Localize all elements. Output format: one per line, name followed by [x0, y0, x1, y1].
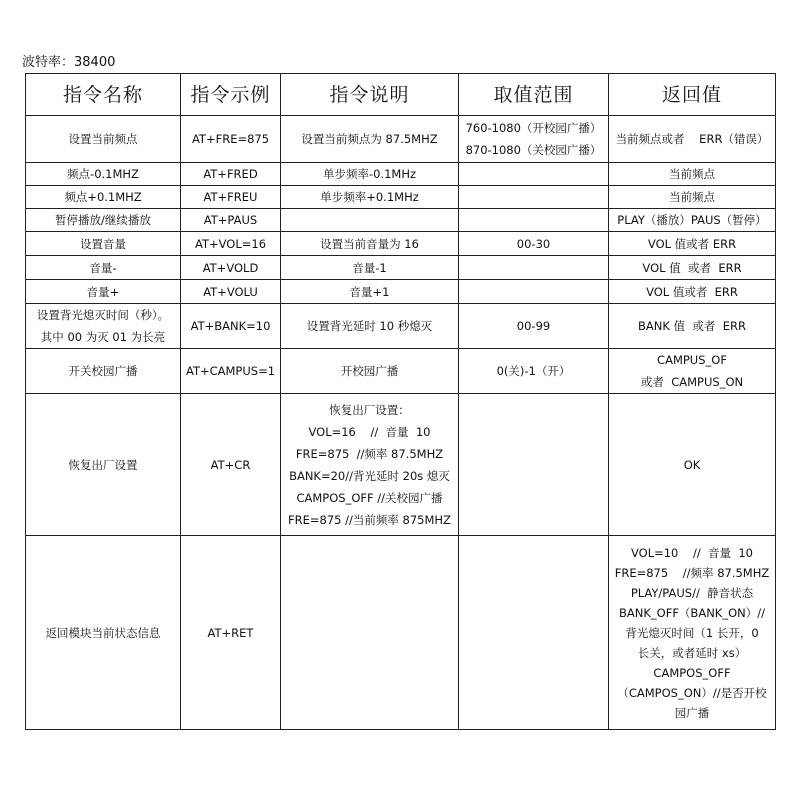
- command-example-cell: AT+CAMPUS=1: [181, 349, 281, 394]
- table-row: [26, 349, 776, 394]
- table-row: [26, 394, 776, 536]
- value-range-cell: 00-99: [459, 304, 609, 349]
- value-range-cell: [459, 116, 609, 163]
- table-row: [26, 256, 776, 280]
- return-value-cell: [609, 536, 776, 730]
- return-value-line: FRE=875 //频率 87.5MHZ: [614, 565, 770, 580]
- command-name-cell: [26, 304, 181, 349]
- table-row: [26, 163, 776, 186]
- command-description-cell: 设置背光延时 10 秒熄灭: [281, 304, 459, 349]
- description-line: BANK=20//背光延时 20s 熄灭: [289, 468, 450, 483]
- description-line: FRE=875 //当前频率 875MHZ: [288, 512, 451, 527]
- value-range-cell: [459, 209, 609, 232]
- header-return-value: 返回值: [609, 74, 776, 116]
- table-row: [26, 536, 776, 730]
- return-value-cell: VOL 值或者 ERR: [609, 232, 776, 256]
- return-value-cell: OK: [609, 394, 776, 536]
- return-value-cell: 当前频点: [609, 163, 776, 186]
- table-row: [26, 209, 776, 232]
- command-description-cell: [281, 209, 459, 232]
- command-description-cell: 音量-1: [281, 256, 459, 280]
- command-name-cell: 频点-0.1MHZ: [26, 163, 181, 186]
- description-line: VOL=16 // 音量 10: [308, 424, 431, 439]
- command-example-cell: AT+BANK=10: [181, 304, 281, 349]
- command-description-cell: [281, 394, 459, 536]
- command-example-cell: AT+VOLU: [181, 280, 281, 304]
- command-example-cell: AT+FRED: [181, 163, 281, 186]
- command-example-cell: AT+FRE=875: [181, 116, 281, 163]
- command-description-cell: 开校园广播: [281, 349, 459, 394]
- description-line: 恢复出厂设置：: [329, 402, 410, 417]
- table-row: [26, 186, 776, 209]
- header-command-description: 指令说明: [281, 74, 459, 116]
- return-value-line: CAMPOS_OFF: [653, 665, 731, 680]
- value-range-line: 870-1080（关校园广播）: [465, 143, 602, 157]
- value-range-cell: [459, 280, 609, 304]
- header-command-name: 指令名称: [26, 74, 181, 116]
- command-name-cell: 音量+: [26, 280, 181, 304]
- value-range-cell: [459, 536, 609, 730]
- command-example-cell: AT+FREU: [181, 186, 281, 209]
- command-example-cell: AT+CR: [181, 394, 281, 536]
- description-line: CAMPOS_OFF //关校园广播: [296, 490, 443, 505]
- command-example-cell: AT+PAUS: [181, 209, 281, 232]
- value-range-line: 760-1080（开校园广播）: [465, 121, 602, 135]
- value-range-cell: 00-30: [459, 232, 609, 256]
- command-description-cell: [281, 536, 459, 730]
- table-row: [26, 304, 776, 349]
- value-range-cell: [459, 256, 609, 280]
- value-range-cell: 0(关)-1（开）: [459, 349, 609, 394]
- command-example-cell: AT+RET: [181, 536, 281, 730]
- table-row: [26, 116, 776, 163]
- return-value-line: （CAMPOS_ON）//是否开校: [617, 685, 767, 700]
- at-command-table: [25, 73, 776, 730]
- command-example-cell: AT+VOLD: [181, 256, 281, 280]
- command-description-cell: 音量+1: [281, 280, 459, 304]
- command-name-cell: 返回模块当前状态信息: [26, 536, 181, 730]
- table-row: [26, 232, 776, 256]
- command-description-cell: 单步频率-0.1MHz: [281, 163, 459, 186]
- value-range-cell: [459, 186, 609, 209]
- return-value-cell: 当前频点或者 ERR（错误）: [609, 116, 776, 163]
- return-value-line: 背光熄灭时间（1 长开，0: [625, 625, 759, 640]
- command-name-cell: 设置当前频点: [26, 116, 181, 163]
- command-description-cell: 单步频率+0.1MHz: [281, 186, 459, 209]
- command-name-cell: 恢复出厂设置: [26, 394, 181, 536]
- return-value-line: 或者 CAMPUS_ON: [640, 375, 744, 389]
- return-value-cell: 当前频点: [609, 186, 776, 209]
- command-name-line: 设置背光熄灭时间（秒）。: [36, 308, 170, 322]
- return-value-line: PLAY/PAUS// 静音状态: [630, 585, 754, 600]
- description-line: FRE=875 //频率 87.5MHZ: [295, 446, 444, 461]
- command-name-cell: 暂停播放/继续播放: [26, 209, 181, 232]
- command-description-cell: 设置当前音量为 16: [281, 232, 459, 256]
- baud-rate-label: 波特率：38400: [22, 55, 116, 70]
- table-row: [26, 280, 776, 304]
- return-value-cell: VOL 值或者 ERR: [609, 280, 776, 304]
- return-value-cell: [609, 349, 776, 394]
- return-value-cell: PLAY（播放）PAUS（暂停）: [609, 209, 776, 232]
- value-range-cell: [459, 163, 609, 186]
- command-name-cell: 设置音量: [26, 232, 181, 256]
- header-command-example: 指令示例: [181, 74, 281, 116]
- command-name-cell: 频点+0.1MHZ: [26, 186, 181, 209]
- return-value-line: VOL=10 // 音量 10: [630, 545, 754, 560]
- header-value-range: 取值范围: [459, 74, 609, 116]
- return-value-line: 园广播: [674, 705, 710, 720]
- return-value-line: BANK_OFF（BANK_ON）//: [619, 605, 765, 620]
- command-description-cell: 设置当前频点为 87.5MHZ: [281, 116, 459, 163]
- command-example-cell: AT+VOL=16: [181, 232, 281, 256]
- command-name-cell: 音量-: [26, 256, 181, 280]
- return-value-line: CAMPUS_OF: [657, 353, 727, 367]
- command-name-line: 其中 00 为灭 01 为长亮: [40, 330, 166, 344]
- return-value-line: 长关，或者延时 xs）: [637, 645, 747, 660]
- value-range-cell: [459, 394, 609, 536]
- table-header-row: [26, 74, 776, 116]
- return-value-cell: BANK 值 或者 ERR: [609, 304, 776, 349]
- command-name-cell: 开关校园广播: [26, 349, 181, 394]
- return-value-cell: VOL 值 或者 ERR: [609, 256, 776, 280]
